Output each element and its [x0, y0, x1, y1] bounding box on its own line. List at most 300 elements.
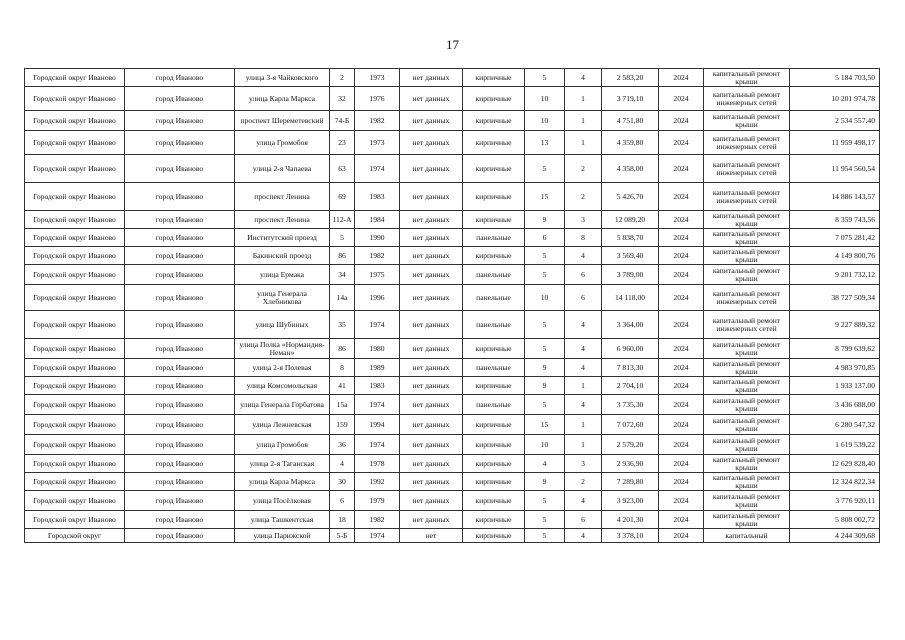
status-cell: нет данных — [400, 415, 463, 435]
status-cell: нет данных — [400, 229, 463, 247]
work-type-cell: капитальный ремонт крыши — [704, 415, 790, 435]
floors-cell: 9 — [525, 211, 565, 229]
house-number-cell: 86 — [330, 247, 355, 265]
wall-material-cell: кирпичные — [463, 211, 525, 229]
area-cell: 4 359,80 — [602, 131, 659, 155]
area-cell: 14 118,00 — [602, 285, 659, 311]
house-number-cell: 15а — [330, 395, 355, 415]
cost-cell: 2 534 557,40 — [790, 111, 880, 131]
work-type-cell: капитальный ремонт крыши — [704, 511, 790, 529]
wall-material-cell: кирпичные — [463, 491, 525, 511]
plan-year-cell: 2024 — [659, 455, 704, 473]
municipality-cell: Городской округ Иваново — [25, 377, 125, 395]
wall-material-cell: панельные — [463, 229, 525, 247]
status-cell: нет данных — [400, 491, 463, 511]
year-cell: 1979 — [355, 491, 400, 511]
cost-cell: 7 075 281,42 — [790, 229, 880, 247]
cost-cell: 1 619 539,22 — [790, 435, 880, 455]
status-cell: нет данных — [400, 339, 463, 359]
locality-cell: город Иваново — [125, 415, 235, 435]
entrances-cell: 4 — [565, 529, 602, 543]
table-row — [25, 455, 880, 473]
year-cell: 1984 — [355, 211, 400, 229]
street-cell: проспект Ленина — [235, 211, 330, 229]
table-row — [25, 247, 880, 265]
locality-cell: город Иваново — [125, 155, 235, 183]
work-type-cell: капитальный ремонт крыши — [704, 229, 790, 247]
locality-cell: город Иваново — [125, 511, 235, 529]
entrances-cell: 2 — [565, 473, 602, 491]
entrances-cell: 1 — [565, 111, 602, 131]
wall-material-cell: кирпичные — [463, 87, 525, 111]
area-cell: 7 072,60 — [602, 415, 659, 435]
locality-cell: город Иваново — [125, 247, 235, 265]
cost-cell: 11 959 498,17 — [790, 131, 880, 155]
status-cell: нет — [400, 529, 463, 543]
locality-cell: город Иваново — [125, 339, 235, 359]
table-row — [25, 229, 880, 247]
municipality-cell: Городской округ Иваново — [25, 339, 125, 359]
house-number-cell: 30 — [330, 473, 355, 491]
floors-cell: 9 — [525, 359, 565, 377]
floors-cell: 5 — [525, 311, 565, 339]
locality-cell: город Иваново — [125, 211, 235, 229]
locality-cell: город Иваново — [125, 311, 235, 339]
cost-cell: 11 954 560,54 — [790, 155, 880, 183]
table-row — [25, 131, 880, 155]
cost-cell: 4 244 309,68 — [790, 529, 880, 543]
year-cell: 1982 — [355, 511, 400, 529]
locality-cell: город Иваново — [125, 285, 235, 311]
municipality-cell: Городской округ Иваново — [25, 265, 125, 285]
work-type-cell: капитальный ремонт крыши — [704, 455, 790, 473]
area-cell: 4 751,80 — [602, 111, 659, 131]
house-number-cell: 63 — [330, 155, 355, 183]
locality-cell: город Иваново — [125, 87, 235, 111]
cost-cell: 9 201 732,12 — [790, 265, 880, 285]
floors-cell: 5 — [525, 339, 565, 359]
street-cell: улица Карла Маркса — [235, 87, 330, 111]
status-cell: нет данных — [400, 455, 463, 473]
wall-material-cell: кирпичные — [463, 111, 525, 131]
year-cell: 1983 — [355, 183, 400, 211]
municipality-cell: Городской округ Иваново — [25, 285, 125, 311]
table-row — [25, 311, 880, 339]
year-cell: 1974 — [355, 311, 400, 339]
table-row — [25, 111, 880, 131]
street-cell: проспект Шереметевский — [235, 111, 330, 131]
entrances-cell: 2 — [565, 155, 602, 183]
year-cell: 1992 — [355, 473, 400, 491]
status-cell: нет данных — [400, 395, 463, 415]
status-cell: нет данных — [400, 285, 463, 311]
wall-material-cell: кирпичные — [463, 69, 525, 87]
house-number-cell: 5-Б — [330, 529, 355, 543]
locality-cell: город Иваново — [125, 183, 235, 211]
entrances-cell: 4 — [565, 395, 602, 415]
status-cell: нет данных — [400, 435, 463, 455]
street-cell: улица 3-я Чайковского — [235, 69, 330, 87]
cost-cell: 14 886 143,57 — [790, 183, 880, 211]
street-cell: улица Громобоя — [235, 131, 330, 155]
floors-cell: 9 — [525, 377, 565, 395]
page-number: 17 — [446, 37, 459, 52]
house-number-cell: 34 — [330, 265, 355, 285]
entrances-cell: 1 — [565, 87, 602, 111]
work-type-cell: капитальный ремонт крыши — [704, 339, 790, 359]
wall-material-cell: кирпичные — [463, 183, 525, 211]
house-number-cell: 36 — [330, 435, 355, 455]
street-cell: улица 2-я Таганская — [235, 455, 330, 473]
municipality-cell: Городской округ Иваново — [25, 211, 125, 229]
work-type-cell: капитальный ремонт крыши — [704, 395, 790, 415]
work-type-cell: капитальный ремонт крыши — [704, 359, 790, 377]
street-cell: улица 2-я Чапаева — [235, 155, 330, 183]
wall-material-cell: кирпичные — [463, 455, 525, 473]
municipality-cell: Городской округ — [25, 529, 125, 543]
work-type-cell: капитальный ремонт крыши — [704, 211, 790, 229]
plan-year-cell: 2024 — [659, 69, 704, 87]
floors-cell: 5 — [525, 265, 565, 285]
table-row — [25, 473, 880, 491]
entrances-cell: 1 — [565, 435, 602, 455]
municipality-cell: Городской округ Иваново — [25, 311, 125, 339]
year-cell: 1974 — [355, 435, 400, 455]
municipality-cell: Городской округ Иваново — [25, 435, 125, 455]
entrances-cell: 3 — [565, 455, 602, 473]
area-cell: 3 923,00 — [602, 491, 659, 511]
municipality-cell: Городской округ Иваново — [25, 491, 125, 511]
entrances-cell: 4 — [565, 247, 602, 265]
area-cell: 3 735,30 — [602, 395, 659, 415]
work-type-cell: капитальный ремонт инженерных сетей — [704, 311, 790, 339]
status-cell: нет данных — [400, 211, 463, 229]
work-type-cell: капитальный ремонт крыши — [704, 377, 790, 395]
table-body — [25, 69, 880, 543]
status-cell: нет данных — [400, 131, 463, 155]
status-cell: нет данных — [400, 377, 463, 395]
wall-material-cell: кирпичные — [463, 339, 525, 359]
year-cell: 1973 — [355, 69, 400, 87]
work-type-cell: капитальный ремонт крыши — [704, 435, 790, 455]
house-number-cell: 8 — [330, 359, 355, 377]
area-cell: 2 579,20 — [602, 435, 659, 455]
year-cell: 1976 — [355, 87, 400, 111]
municipality-cell: Городской округ Иваново — [25, 69, 125, 87]
house-number-cell: 35 — [330, 311, 355, 339]
municipality-cell: Городской округ Иваново — [25, 511, 125, 529]
work-type-cell: капитальный ремонт крыши — [704, 473, 790, 491]
cost-cell: 5 184 703,50 — [790, 69, 880, 87]
street-cell: улица Ермака — [235, 265, 330, 285]
street-cell: улица Шубиных — [235, 311, 330, 339]
floors-cell: 5 — [525, 395, 565, 415]
entrances-cell: 4 — [565, 339, 602, 359]
area-cell: 3 378,10 — [602, 529, 659, 543]
status-cell: нет данных — [400, 511, 463, 529]
house-number-cell: 23 — [330, 131, 355, 155]
entrances-cell: 1 — [565, 377, 602, 395]
plan-year-cell: 2024 — [659, 183, 704, 211]
table-row — [25, 395, 880, 415]
plan-year-cell: 2024 — [659, 529, 704, 543]
cost-cell: 3 776 920,11 — [790, 491, 880, 511]
locality-cell: город Иваново — [125, 529, 235, 543]
municipality-cell: Городской округ Иваново — [25, 183, 125, 211]
wall-material-cell: кирпичные — [463, 435, 525, 455]
house-number-cell: 74-Б — [330, 111, 355, 131]
wall-material-cell: кирпичные — [463, 415, 525, 435]
plan-year-cell: 2024 — [659, 87, 704, 111]
area-cell: 12 089,20 — [602, 211, 659, 229]
street-cell: улица Генерала Хлебникова — [235, 285, 330, 311]
table-row — [25, 69, 880, 87]
floors-cell: 15 — [525, 183, 565, 211]
street-cell: улица Карла Маркса — [235, 473, 330, 491]
work-type-cell: капитальный ремонт инженерных сетей — [704, 87, 790, 111]
year-cell: 1980 — [355, 339, 400, 359]
work-type-cell: капитальный ремонт инженерных сетей — [704, 285, 790, 311]
cost-cell: 4 983 970,85 — [790, 359, 880, 377]
table-row — [25, 87, 880, 111]
street-cell: улица Парижской — [235, 529, 330, 543]
municipality-cell: Городской округ Иваново — [25, 155, 125, 183]
street-cell: улица Полка «Нормандия-Неман» — [235, 339, 330, 359]
street-cell: улица Лежневская — [235, 415, 330, 435]
work-type-cell: капитальный ремонт инженерных сетей — [704, 131, 790, 155]
locality-cell: город Иваново — [125, 491, 235, 511]
entrances-cell: 4 — [565, 491, 602, 511]
wall-material-cell: панельные — [463, 359, 525, 377]
year-cell: 1974 — [355, 155, 400, 183]
floors-cell: 9 — [525, 473, 565, 491]
floors-cell: 10 — [525, 111, 565, 131]
cost-cell: 9 227 889,32 — [790, 311, 880, 339]
floors-cell: 5 — [525, 491, 565, 511]
entrances-cell: 3 — [565, 211, 602, 229]
street-cell: улица Генерала Горбатова — [235, 395, 330, 415]
wall-material-cell: кирпичные — [463, 473, 525, 491]
entrances-cell: 6 — [565, 511, 602, 529]
municipality-cell: Городской округ Иваново — [25, 455, 125, 473]
plan-year-cell: 2024 — [659, 111, 704, 131]
house-number-cell: 69 — [330, 183, 355, 211]
table-row — [25, 359, 880, 377]
area-cell: 6 960,00 — [602, 339, 659, 359]
year-cell: 1996 — [355, 285, 400, 311]
table-row — [25, 511, 880, 529]
locality-cell: город Иваново — [125, 473, 235, 491]
municipality-cell: Городской округ Иваново — [25, 395, 125, 415]
cost-cell: 3 436 688,00 — [790, 395, 880, 415]
municipality-cell: Городской округ Иваново — [25, 247, 125, 265]
plan-year-cell: 2024 — [659, 377, 704, 395]
cost-cell: 8 359 743,56 — [790, 211, 880, 229]
year-cell: 1974 — [355, 529, 400, 543]
area-cell: 3 569,40 — [602, 247, 659, 265]
year-cell: 1989 — [355, 359, 400, 377]
entrances-cell: 4 — [565, 311, 602, 339]
street-cell: Бакинский проезд — [235, 247, 330, 265]
area-cell: 7 813,30 — [602, 359, 659, 377]
locality-cell: город Иваново — [125, 69, 235, 87]
municipality-cell: Городской округ Иваново — [25, 87, 125, 111]
plan-year-cell: 2024 — [659, 395, 704, 415]
floors-cell: 6 — [525, 229, 565, 247]
street-cell: улица Комсомольская — [235, 377, 330, 395]
street-cell: улица Ташкентская — [235, 511, 330, 529]
wall-material-cell: панельные — [463, 265, 525, 285]
year-cell: 1974 — [355, 395, 400, 415]
area-cell: 4 358,00 — [602, 155, 659, 183]
floors-cell: 10 — [525, 87, 565, 111]
table-row — [25, 529, 880, 543]
year-cell: 1982 — [355, 247, 400, 265]
table-row — [25, 183, 880, 211]
floors-cell: 5 — [525, 155, 565, 183]
locality-cell: город Иваново — [125, 265, 235, 285]
wall-material-cell: панельные — [463, 285, 525, 311]
wall-material-cell: кирпичные — [463, 131, 525, 155]
wall-material-cell: кирпичные — [463, 529, 525, 543]
status-cell: нет данных — [400, 111, 463, 131]
area-cell: 3 364,00 — [602, 311, 659, 339]
plan-year-cell: 2024 — [659, 265, 704, 285]
plan-year-cell: 2024 — [659, 247, 704, 265]
table-row — [25, 491, 880, 511]
work-type-cell: капитальный ремонт крыши — [704, 111, 790, 131]
area-cell: 2 936,90 — [602, 455, 659, 473]
street-cell: улица Посёлковая — [235, 491, 330, 511]
wall-material-cell: панельные — [463, 395, 525, 415]
area-cell: 5 838,70 — [602, 229, 659, 247]
status-cell: нет данных — [400, 183, 463, 211]
house-number-cell: 86 — [330, 339, 355, 359]
house-number-cell: 4 — [330, 455, 355, 473]
locality-cell: город Иваново — [125, 377, 235, 395]
municipality-cell: Городской округ Иваново — [25, 473, 125, 491]
entrances-cell: 1 — [565, 415, 602, 435]
area-cell: 3 789,00 — [602, 265, 659, 285]
status-cell: нет данных — [400, 69, 463, 87]
floors-cell: 5 — [525, 69, 565, 87]
plan-year-cell: 2024 — [659, 359, 704, 377]
status-cell: нет данных — [400, 359, 463, 377]
area-cell: 2 583,20 — [602, 69, 659, 87]
area-cell: 5 426,70 — [602, 183, 659, 211]
status-cell: нет данных — [400, 247, 463, 265]
street-cell: улица 2-я Полевая — [235, 359, 330, 377]
locality-cell: город Иваново — [125, 455, 235, 473]
cost-cell: 12 629 828,40 — [790, 455, 880, 473]
work-type-cell: капитальный ремонт крыши — [704, 491, 790, 511]
cost-cell: 4 149 800,76 — [790, 247, 880, 265]
wall-material-cell: кирпичные — [463, 247, 525, 265]
house-number-cell: 18 — [330, 511, 355, 529]
year-cell: 1973 — [355, 131, 400, 155]
wall-material-cell: панельные — [463, 311, 525, 339]
floors-cell: 5 — [525, 247, 565, 265]
locality-cell: город Иваново — [125, 395, 235, 415]
plan-year-cell: 2024 — [659, 491, 704, 511]
entrances-cell: 6 — [565, 265, 602, 285]
plan-year-cell: 2024 — [659, 311, 704, 339]
plan-year-cell: 2024 — [659, 511, 704, 529]
status-cell: нет данных — [400, 265, 463, 285]
locality-cell: город Иваново — [125, 435, 235, 455]
house-number-cell: 14а — [330, 285, 355, 311]
cost-cell: 8 799 639,62 — [790, 339, 880, 359]
street-cell: Институтский проезд — [235, 229, 330, 247]
floors-cell: 13 — [525, 131, 565, 155]
floors-cell: 4 — [525, 455, 565, 473]
table-row — [25, 265, 880, 285]
year-cell: 1978 — [355, 455, 400, 473]
wall-material-cell: кирпичные — [463, 511, 525, 529]
table-row — [25, 155, 880, 183]
work-type-cell: капитальный ремонт крыши — [704, 69, 790, 87]
plan-year-cell: 2024 — [659, 229, 704, 247]
floors-cell: 10 — [525, 285, 565, 311]
entrances-cell: 4 — [565, 359, 602, 377]
cost-cell: 1 933 137,00 — [790, 377, 880, 395]
year-cell: 1990 — [355, 229, 400, 247]
work-type-cell: капитальный ремонт крыши — [704, 247, 790, 265]
entrances-cell: 1 — [565, 131, 602, 155]
area-cell: 2 704,10 — [602, 377, 659, 395]
plan-year-cell: 2024 — [659, 415, 704, 435]
house-number-cell: 5 — [330, 229, 355, 247]
work-type-cell: капитальный ремонт инженерных сетей — [704, 183, 790, 211]
table-row — [25, 377, 880, 395]
status-cell: нет данных — [400, 155, 463, 183]
buildings-table — [24, 68, 880, 543]
house-number-cell: 6 — [330, 491, 355, 511]
year-cell: 1994 — [355, 415, 400, 435]
status-cell: нет данных — [400, 473, 463, 491]
house-number-cell: 112-А — [330, 211, 355, 229]
municipality-cell: Городской округ Иваново — [25, 415, 125, 435]
status-cell: нет данных — [400, 87, 463, 111]
plan-year-cell: 2024 — [659, 155, 704, 183]
cost-cell: 10 201 974,78 — [790, 87, 880, 111]
work-type-cell: капитальный ремонт инженерных сетей — [704, 155, 790, 183]
street-cell: проспект Ленина — [235, 183, 330, 211]
municipality-cell: Городской округ Иваново — [25, 229, 125, 247]
plan-year-cell: 2024 — [659, 211, 704, 229]
table-row — [25, 415, 880, 435]
status-cell: нет данных — [400, 311, 463, 339]
house-number-cell: 2 — [330, 69, 355, 87]
year-cell: 1982 — [355, 111, 400, 131]
locality-cell: город Иваново — [125, 131, 235, 155]
cost-cell: 5 808 002,72 — [790, 511, 880, 529]
table-row — [25, 435, 880, 455]
floors-cell: 5 — [525, 511, 565, 529]
area-cell: 7 289,80 — [602, 473, 659, 491]
house-number-cell: 159 — [330, 415, 355, 435]
entrances-cell: 8 — [565, 229, 602, 247]
plan-year-cell: 2024 — [659, 473, 704, 491]
cost-cell: 38 727 509,34 — [790, 285, 880, 311]
cost-cell: 6 280 547,32 — [790, 415, 880, 435]
entrances-cell: 6 — [565, 285, 602, 311]
floors-cell: 5 — [525, 529, 565, 543]
entrances-cell: 2 — [565, 183, 602, 211]
plan-year-cell: 2024 — [659, 339, 704, 359]
municipality-cell: Городской округ Иваново — [25, 131, 125, 155]
street-cell: улица Громобоя — [235, 435, 330, 455]
